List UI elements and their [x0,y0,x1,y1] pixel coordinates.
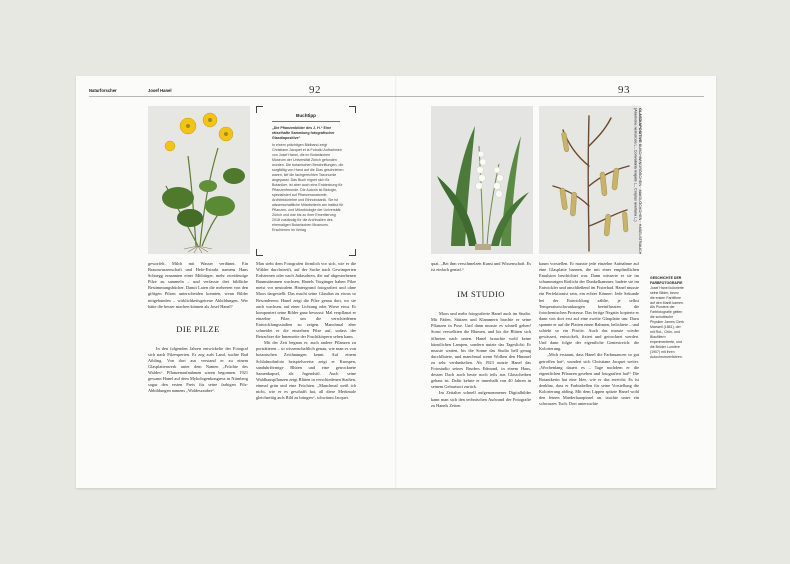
hazel-catkins-illustration-icon [539,106,641,254]
corner-mark [349,106,356,113]
book-tip-rule [272,121,340,122]
book-tip-quote: „Die Pflanzenbilder des J. H.“ Eine rätselhafte Sammlung fotografischer Glasdiapositive“ [272,126,335,140]
side-note-title: GESCHICHTE DER FARBFOTOGRAFIE [650,276,683,285]
caption-label: GLASDIAPOSITIVE [638,108,642,143]
paragraph: Moos und mehr fotografierte Hanel auch im Studio. Mit Fäden, Stützen und Klammern brachte er seine Pflanzen in Pose. Und dann musste es schnell gehen! Sonst verwelkten die Blumen, und bis die Blüten sich öffneten nach unten. Hanel brauchte wohl keine künstlichen Lampen, sondern nutzte das Tageslicht: Er musste warten, bis die Sonne das Studio hell genug durchflutete, und manchmal wenn Wolken den Himmel zu sehr verdunkelten. Ab 1923 nutzte Hanel das Fotostudio seines Bruders Edmond, in einem Haus, dessen Dach auch heute noch teils aus Glasscheiben gebaut ist. Dafür kehrte er innerhalb von 40 Jahren in seinem Geburtsort zurück. [431,311,531,390]
vertical-photo-caption [634,108,642,258]
paragraph: Im Zeitalter schnell aufgenommener Digitalbilder kann man sich den technischen Aufwand der Fotografie zu Hanels Zeiten [431,390,531,408]
right-column-2 [539,261,639,481]
book-tip-box [256,106,356,256]
left-column-1 [148,261,248,481]
marsh-marigold-photo [148,106,250,254]
lily-of-the-valley-illustration-icon [431,106,533,254]
marsh-marigold-illustration-icon [148,106,250,254]
caption-latin: (Anemone nemorosa L., Convallaria majalis L., Corylus avellana L.) [633,108,638,222]
page-number-left: 92 [309,84,321,96]
heading-die-pilze: DIE PILZE [176,323,220,334]
right-column-1 [431,261,531,481]
paragraph: In den folgenden Jahren entwickelte der Fotograf sich nach Pilzexperten. Er zog aufs Land, suchte Bad Aibling. Von dort aus verstand er zu einem Glasplattenwerk unter dem Namen „Früchte des Waldes“. Pflanzenaufnahmen waren begonnen. 1921 gewann Hanel auf dem Mykologenkongress in Nürnberg sogar den ersten Preis für seine farbigen Pilz-Abbildungen namens „Waldeszauber“. [148,345,248,394]
left-page [76,76,396,488]
left-column-2 [256,261,356,481]
side-note [650,276,684,359]
header-rule [89,96,396,97]
paragraph: kaum vorstellen. Er musste jede einzelne Aufnahme auf eine Glasplatte bannen, die mit einer empfindlichen Emulsion beschichtet war. Dann wässerte er sie im schummrigen Rotlicht der Dunkelkammer, badete sie im Entwickler und anschließend im Fixierbad. Hanel musste ein Perfektionist sein, ein echter Könner: Jede Sekunde bei der Entwicklung zählte, je selbst Temperaturschwankungen beeinflussten die fotochemischen Prozesse. Das fertige Negativ kopierte er dann von dort erst auf eine zweite Glasplatte um: Dazu spannte er auf die Platten einen Rahmen, belichtete – und schiebt so ein Positiv. Auch das musste wieder gewässert, entwickelt, fixiert und getrocknet werden. Und dann folgte der eigentliche Geniestreich: die Kolorierung. [539,261,639,352]
paragraph: quat. „Bei ihm verschmelzen Kunst und Wissenschaft. Es ist einfach genial.“ [431,261,531,273]
side-note-text: Josef Hanel kolorierte seine Bilder, bevor die ersten Farbfilme auf den Markt kamen. Als Pioniere der Farbfotografie gelten die schottische Physiker James Clerk Maxwell (1861), der mit Rot-, Grün- und Blaufiltern experimentierte, und die Brüder Lumière (1907) mit ihren Autochromverfahren. [650,285,684,359]
paragraph: „Mich erstaunt, dass Hanel die Farbnuancen so gut getroffen hat“, wundert sich Christiane Jacquet weiter. „Wochenlang dauert es – Tage nachdem er die eigentlichen Pflanzen gesehen und fotografiert hat!“ Die Botanikerin hat eine Idee, wie er das erreicht: Es ist denkbar, dass er Farbtabellen für seine Vorstellung die Kolorierung abfing. Mit dem Lippen spitzte Hanel wohl den feinen Marderhaarpinsel an, tauchte unter ein schwarzes Tuch. Dort untersuchte [539,352,639,407]
corner-mark [256,249,263,256]
running-header-section: Naturforscher [89,88,117,93]
lily-of-the-valley-photo [431,106,533,254]
paragraph: geworfelt. Milch mit Wasser verdünnt. Ein Braunwurzenschaft und Hefe-Extrakt namens Hans Schnegg ernannten einer Mitbürger, mehr zweideutige Pilze zu sammeln – und verfasste drei bildliche Bestimmungsbücher. Damit Laien die mehreren von den giftigen Pilzen unterscheiden konnten, wenn Bilder mitgebunden – wirklichkeitsgetreue Abbildungen. Wer hätte die besser machen können als Josef Hanel? [148,261,248,309]
paragraph: Man sieht dem Fotografen förmlich vor sich, wie er die Wälder durchstreift, auf der Suche nach Gewimperten Erdsternen oder nach Judasohren, die auf abgestorbenen Baumstämmen wachsen. Hanels Vorgänger haben Pilze meist vor neutralem Hintergrund fotografiert und ohne Moos dargestellt. Das macht seine Glasdias zu etwas so Besonderem: Hanel zeigt die Pilze genau dort, wo sie auch wachsen, auf einer Lichtung oder Wiese etwa. Er komponiert seine Bilder ganz bewusst: Mal verpflanzt er einzelne Pilze, um die verschiedenen Entwicklungsstadien zu zeigen. Manchmal aber schneidet er die einzelnen Pilze auf, sodass der Betrachter die Innenseite der Fruchtkörpern sehen kann. [256,261,356,340]
paragraph: Mit der Zeit begann er, auch andere Pflanzen zu porträtieren – so wissenschaftlich genau, wie man es von botanischen Zeichnungen kennt. Auf einem Schlafmohnfoto beispielsweise zeigt er Knospen, sanduhrförmige Blüten und eine getrocknete Samenkapsel, als Jugendstil. Auch seine Waldhauspflanzen zeigt Blüten in verschiedenen Stadien, einmal grün und eine Früchten. „Manchmal weiß ich nicht, wie er es geschafft hat, all diese Merkmale gleichzeitig aufs Bild zu bringen“, schwärmt Jacquet. [256,340,356,401]
header-rule [396,96,704,97]
running-header-author: Josef Hanel [148,88,172,93]
heading-im-studio: IM STUDIO [457,289,505,300]
page-number-right: 93 [618,84,630,96]
caption-items: BUSCHWINDRÖSCHEN · MAIGLÖCKCHEN · HASELSTRAUCH [638,143,642,255]
hazel-catkins-photo [539,106,641,254]
corner-mark [349,249,356,256]
book-tip-text: In einem prächtigen Bildband zeigt Christiane Jacquet et la Fotodiu Aufnahmen von Josef Hanel, die im Botanischen Museum der Universität Zürich gefunden wurden. Die botanischen Beschriftungen, die sorgfältig von Hand auf die Dias geschrieben waren, lief die fachgerechten Taxonomie angepasst. Das Buch eignet sich für Botaniker, ist aber auch eine Entdeckung für Pflanzenfreunde. Die Autorin ist Biologin, spezialisiert auf Pflanzenanatomie, Architekturlehre und Ethnobotanik. Sie ist wissenschaftliche Mitarbeiterin am Institut für Pflanzen- und Mikrobiologie der Universität Zürich und war bis zu ihrer Emeritierung 2018 zuständig für die Archivalien des ehemaligen Botanischen Museums. Erschienen im Verlag [272,143,344,232]
book-tip-title: Buchtipp [296,113,316,118]
corner-mark [256,106,263,113]
magazine-spread [76,76,716,488]
